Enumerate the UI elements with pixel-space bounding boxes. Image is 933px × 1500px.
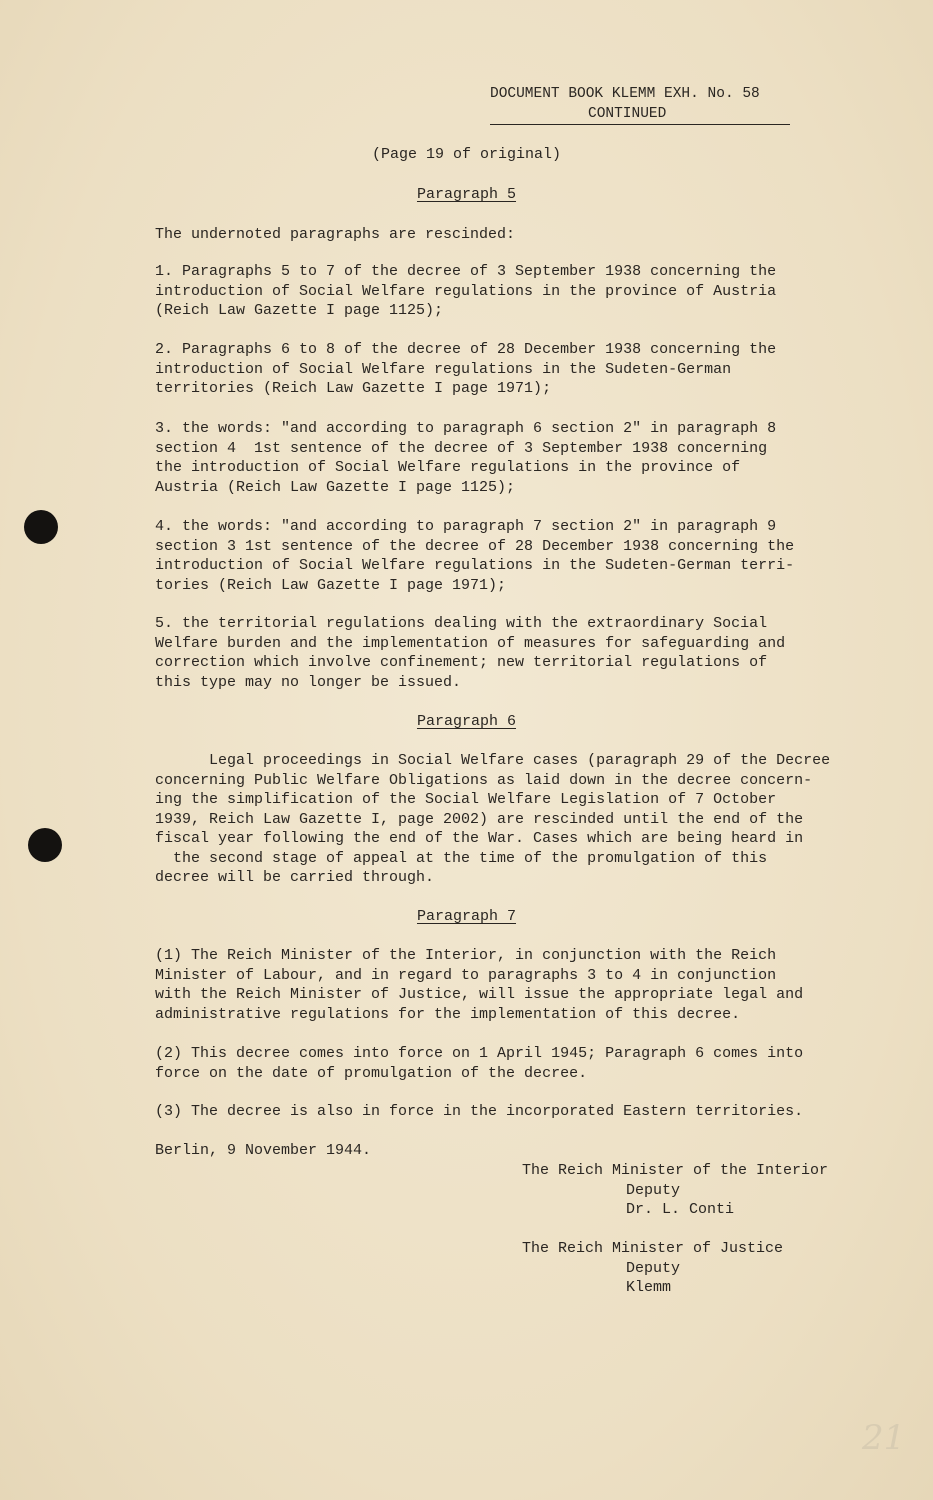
signature-title: The Reich Minister of the Interior: [522, 1162, 829, 1179]
paragraph-5-item-1: 1. Paragraphs 5 to 7 of the decree of 3 September 1938 concerning the introduction of Social Welfare regulations in the province of Austria (Reich Law Gazette I page 1125);: [155, 263, 777, 319]
date-line: Berlin, 9 November 1944.: [155, 1142, 372, 1159]
punch-hole: [28, 828, 62, 862]
paragraph-5-heading: Paragraph 5: [416, 186, 517, 203]
punch-hole: [24, 510, 58, 544]
signature-role: Deputy: [626, 1182, 681, 1199]
paragraph-5-intro: The undernoted paragraphs are rescinded:: [155, 226, 516, 243]
signature-name: Dr. L. Conti: [626, 1201, 735, 1218]
signature-name: Klemm: [626, 1279, 672, 1296]
paragraph-5-item-2: 2. Paragraphs 6 to 8 of the decree of 28 December 1938 concerning the introduction of Social Welfare regulations in the Sudeten-German territories (Reich Law Gazette I page 1971);: [155, 341, 777, 397]
paragraph-5-item-3: 3. the words: "and according to paragraph 6 section 2" in paragraph 8 section 4 1st sentence of the decree of 3 September 1938 concerning the introduction of Social Welfare regulations in the province of Austria (Reich Law Gazette I page 1125);: [155, 420, 777, 496]
page-number: 21: [862, 1418, 906, 1458]
paragraph-7-heading: Paragraph 7: [416, 908, 517, 925]
paragraph-5-item-4: 4. the words: "and according to paragraph 7 section 2" in paragraph 9 section 3 1st sentence of the decree of 28 December 1938 concerning the introduction of Social Welfare regulations in the Sudeten-German terri- tories (Reich Law Gazette I page 1971);: [155, 518, 795, 594]
paragraph-5-item-5: 5. the territorial regulations dealing with the extraordinary Social Welfare burden and the implementation of measures for safeguarding and correction which involve confinement; new territorial regulations of this type may no longer be issued.: [155, 615, 786, 691]
signature-role: Deputy: [626, 1260, 681, 1277]
paragraph-7-item-2: (2) This decree comes into force on 1 April 1945; Paragraph 6 comes into force on the date of promulgation of the decree.: [155, 1045, 804, 1082]
paragraph-7-item-3: (3) The decree is also in force in the incorporated Eastern territories.: [155, 1103, 804, 1120]
paragraph-7-item-1: (1) The Reich Minister of the Interior, in conjunction with the Reich Minister of Labour, and in regard to paragraphs 3 to 4 in conjunction with the Reich Minister of Justice, will issue the appropriate legal and administrative regulations for the implementation of this decree.: [155, 947, 804, 1023]
paragraph-6-heading: Paragraph 6: [416, 713, 517, 730]
header-line-1: DOCUMENT BOOK KLEMM EXH. No. 58: [490, 86, 760, 102]
page-reference: (Page 19 of original): [371, 146, 562, 163]
document-header: [490, 84, 790, 125]
signature-title: The Reich Minister of Justice: [522, 1240, 784, 1257]
paragraph-6-text: Legal proceedings in Social Welfare cases (paragraph 29 of the Decree concerning Public Welfare Obligations as laid down in the decree concern- ing the simplification of the Social Welfare Legislation of 7 October 1939, Reich Law Gazette I, page 2002) are rescinded until the end of the fiscal year following the end of the War. Cases which are being heard in the second stage of appeal at the time of the promulgation of this decree will be carried through.: [155, 752, 831, 886]
header-line-2: CONTINUED: [490, 104, 790, 125]
